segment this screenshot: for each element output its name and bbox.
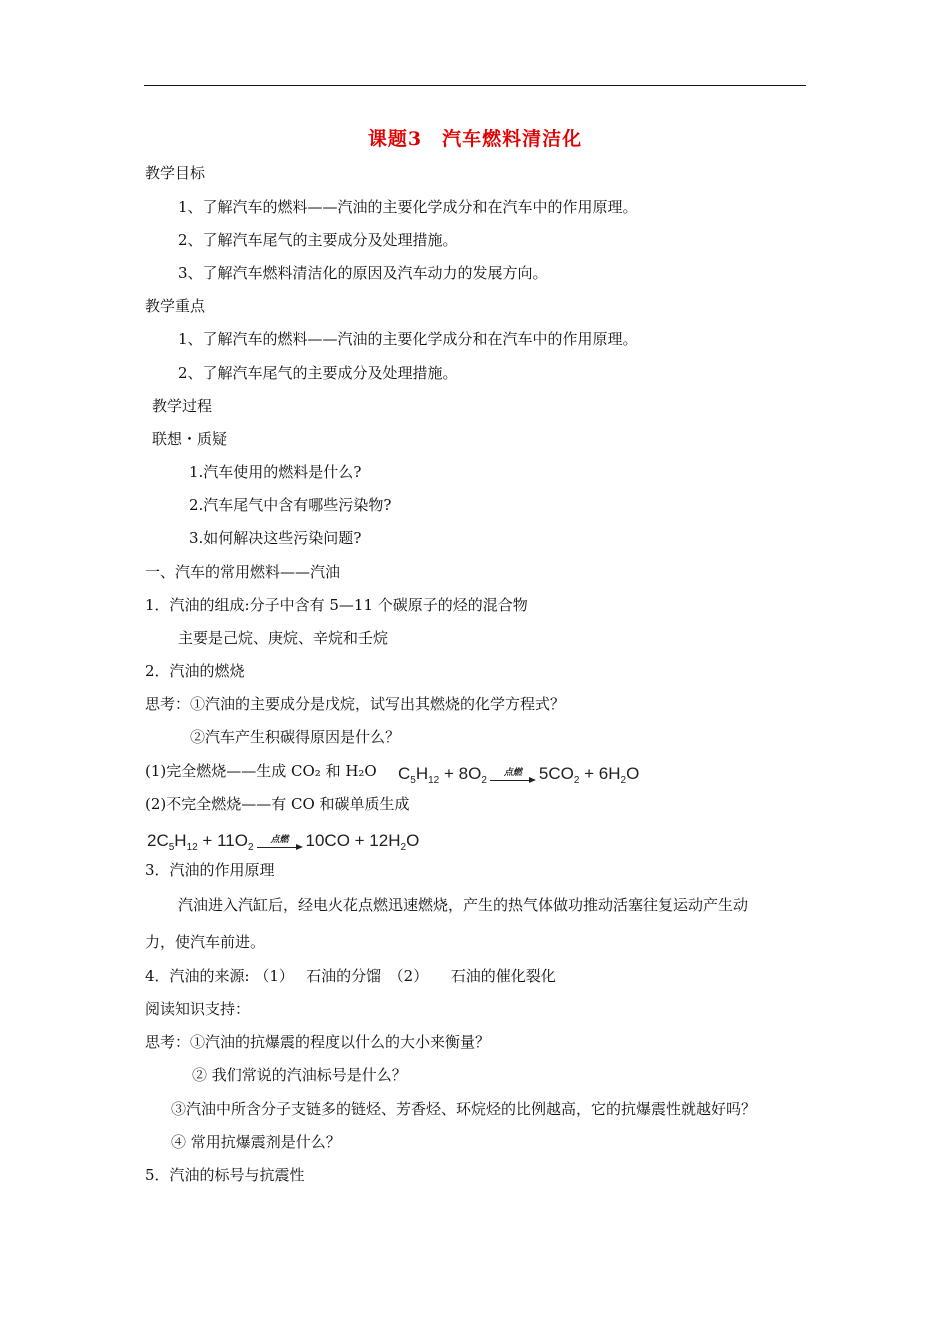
- reaction-arrow: [490, 767, 536, 784]
- section-heading: 一、汽车的常用燃料——汽油: [145, 563, 341, 581]
- think-question: ③汽油中所含分子支链多的链烃、芳香烃、环烷烃的比例越高，它的抗爆震性就越好吗？: [171, 1100, 757, 1118]
- subheading: 3．汽油的作用原理: [145, 861, 275, 879]
- objective-item: 3、了解汽车燃料清洁化的原因及汽车动力的发展方向。: [178, 264, 548, 282]
- think-question: 思考：①汽油的抗爆震的程度以什么的大小来衡量？: [145, 1033, 491, 1051]
- process-heading: 教学过程: [152, 397, 213, 415]
- objective-item: 1、了解汽车的燃料——汽油的主要化学成分和在汽车中的作用原理。: [178, 198, 638, 216]
- key-point-item: 1、了解汽车的燃料——汽油的主要化学成分和在汽车中的作用原理。: [178, 330, 638, 348]
- paragraph: 1．汽油的组成:分子中含有 5—11 个碳原子的烃的混合物: [145, 596, 528, 614]
- paragraph: 阅读知识支持：: [145, 1000, 251, 1018]
- think-question: ②汽车产生积碳得原因是什么？: [190, 728, 401, 746]
- page-title: 课题3 汽车燃料清洁化: [367, 128, 583, 150]
- paragraph: 力，使汽车前进。: [145, 933, 266, 951]
- reaction-condition: 点燃: [270, 833, 289, 844]
- question-item: 2.汽车尾气中含有哪些污染物?: [189, 496, 392, 514]
- reaction-condition: 点燃: [503, 766, 522, 777]
- reaction-arrow: [257, 834, 303, 851]
- think-question: ② 我们常说的汽油标号是什么？: [192, 1066, 407, 1084]
- complete-combustion-text: (1)完全燃烧——生成 CO₂ 和 H₂O: [145, 762, 377, 780]
- process-subheading: 联想・质疑: [152, 430, 228, 448]
- paragraph: 主要是己烷、庚烷、辛烷和壬烷: [178, 629, 389, 647]
- objectives-heading: 教学目标: [145, 164, 206, 182]
- paragraph: 4．汽油的来源: （1） 石油的分馏 （2） 石油的催化裂化: [145, 967, 556, 985]
- think-question: 思考：①汽油的主要成分是戊烷，试写出其燃烧的化学方程式？: [145, 695, 566, 713]
- paragraph: 汽油进入汽缸后，经电火花点燃迅速燃烧，产生的热气体做功推动活塞往复运动产生动: [178, 896, 749, 914]
- key-point-item: 2、了解汽车尾气的主要成分及处理措施。: [178, 364, 458, 382]
- question-item: 1.汽车使用的燃料是什么?: [189, 463, 362, 481]
- equation-incomplete-combustion: $2C_5H_{12} + 11O_2$ 点燃 $10CO + 12H_2O$: [147, 831, 420, 853]
- question-item: 3.如何解决这些污染问题?: [189, 529, 362, 547]
- think-question: ④ 常用抗爆震剂是什么？: [171, 1133, 341, 1151]
- equation-complete-combustion: $C_5H_{12} + 8O_2$ 点燃 $5CO_2 + 6H_2O$: [398, 764, 640, 786]
- key-points-heading: 教学重点: [145, 297, 206, 315]
- objective-item: 2、了解汽车尾气的主要成分及处理措施。: [178, 231, 458, 249]
- subheading: 5．汽油的标号与抗震性: [145, 1166, 305, 1184]
- subheading: 2．汽油的燃烧: [145, 662, 245, 680]
- header-rule: [144, 85, 806, 86]
- incomplete-combustion-text: (2)不完全燃烧——有 CO 和碳单质生成: [145, 795, 410, 813]
